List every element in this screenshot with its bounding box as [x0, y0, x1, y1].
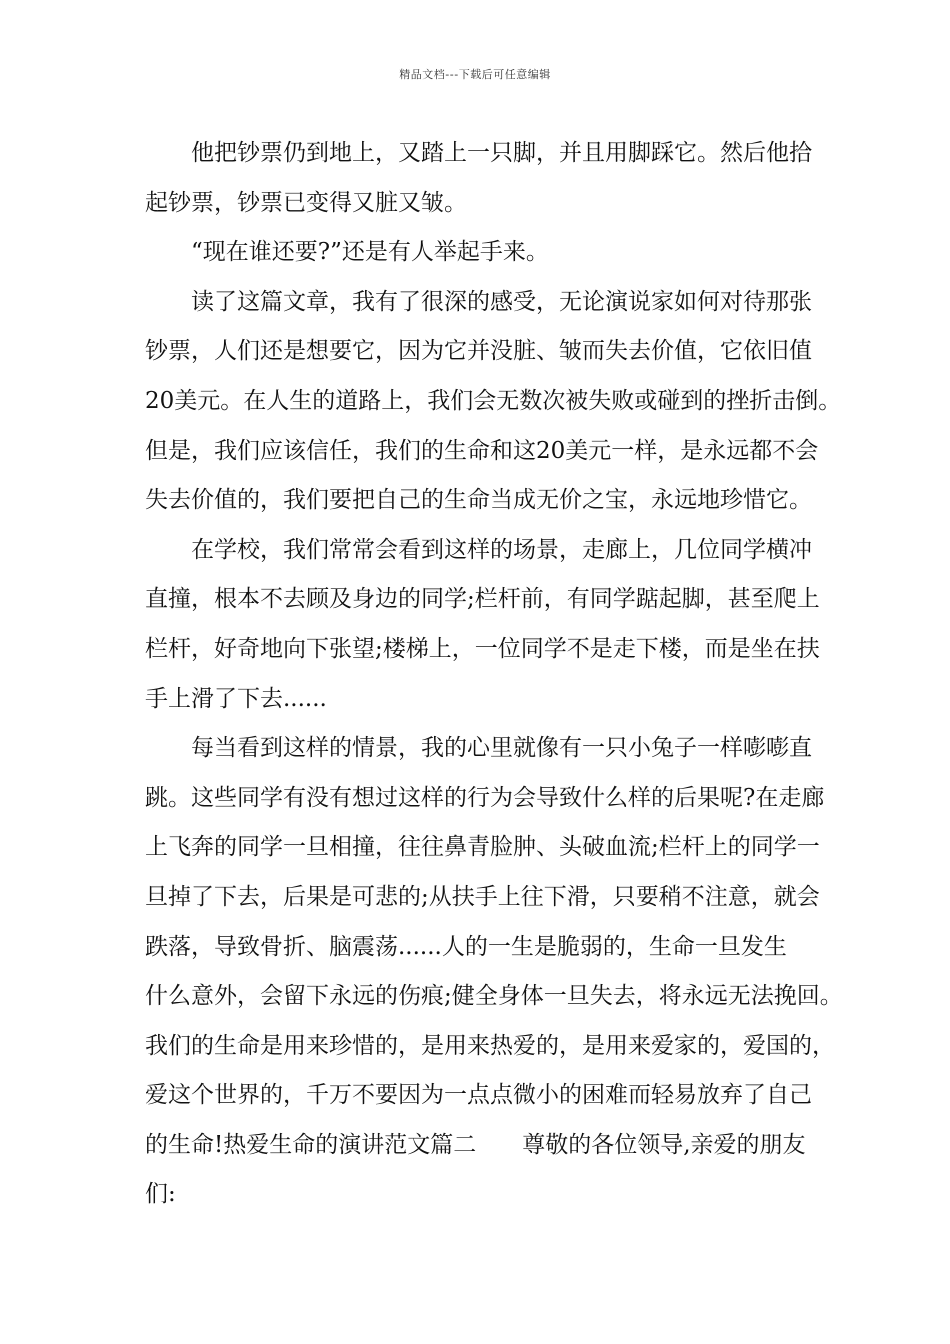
paragraph-2 — [145, 228, 815, 278]
text-line: 直撞，根本不去顾及身边的同学;栏杆前，有同学踮起脚，甚至爬上 — [145, 586, 820, 613]
text-line: 栏杆，好奇地向下张望;楼梯上，一位同学不是走下楼，而是坐在扶 — [145, 635, 820, 662]
text-line: 爱这个世界的，千万不要因为一点点微小的困难而轻易放弃了自己 — [145, 1082, 812, 1109]
text-line: 失去价值的，我们要把自己的生命当成无价之宝，永远地珍惜它。 — [145, 487, 812, 514]
text-line: 跳。这些同学有没有想过这样的行为会导致什么样的后果呢?在走廊 — [145, 784, 825, 811]
text-line: 跌落，导致骨折、脑震荡......人的一生是脆弱的，生命一旦发生 — [145, 933, 787, 960]
text-line: 旦掉了下去，后果是可悲的;从扶手上往下滑，只要稍不注意，就会 — [145, 883, 820, 910]
text-line: 他把钞票仍到地上，又踏上一只脚，并且用脚踩它。然后他拾 — [191, 140, 812, 166]
paragraph-4 — [145, 526, 820, 724]
text-line: 什么意外，会留下永远的伤痕;健全身体一旦失去，将永远无法挽回。 — [145, 983, 843, 1010]
text-line: 20美元。在人生的道路上，我们会无数次被失败或碰到的挫折击倒。 — [145, 387, 842, 414]
text-line: 的生命!热爱生命的演讲范文篇二 尊敬的各位领导,亲爱的朋友 — [145, 1131, 806, 1158]
page-header: 精品文档---下载后可任意编辑 — [399, 68, 551, 81]
text-line: 读了这篇文章，我有了很深的感受，无论演说家如何对待那张 — [191, 288, 812, 315]
text-line: 起钞票，钞票已变得又脏又皱。 — [145, 189, 467, 216]
text-line: 上飞奔的同学一旦相撞，往往鼻青脸肿、头破血流;栏杆上的同学一 — [145, 834, 820, 861]
text-line: 但是，我们应该信任，我们的生命和这20美元一样，是永远都不会 — [145, 437, 819, 464]
text-line: 们: — [145, 1181, 176, 1208]
text-line: 每当看到这样的情景，我的心里就像有一只小兔子一样嘭嘭直 — [191, 735, 812, 762]
text-line: 在学校，我们常常会看到这样的场景，走廊上，几位同学横冲 — [191, 536, 812, 563]
text-line: 我们的生命是用来珍惜的，是用来热爱的，是用来爱家的，爱国的， — [145, 1032, 835, 1059]
paragraph-5 — [145, 724, 843, 1220]
document-body — [145, 129, 843, 1220]
text-line: 钞票，人们还是想要它，因为它并没脏、皱而失去价值，它依旧值 — [145, 338, 812, 365]
paragraph-1 — [145, 129, 815, 228]
text-line: “现在谁还要?”还是有人举起手来。 — [191, 239, 549, 266]
text-line: 手上滑了下去...... — [145, 685, 327, 712]
paragraph-3 — [145, 278, 842, 526]
